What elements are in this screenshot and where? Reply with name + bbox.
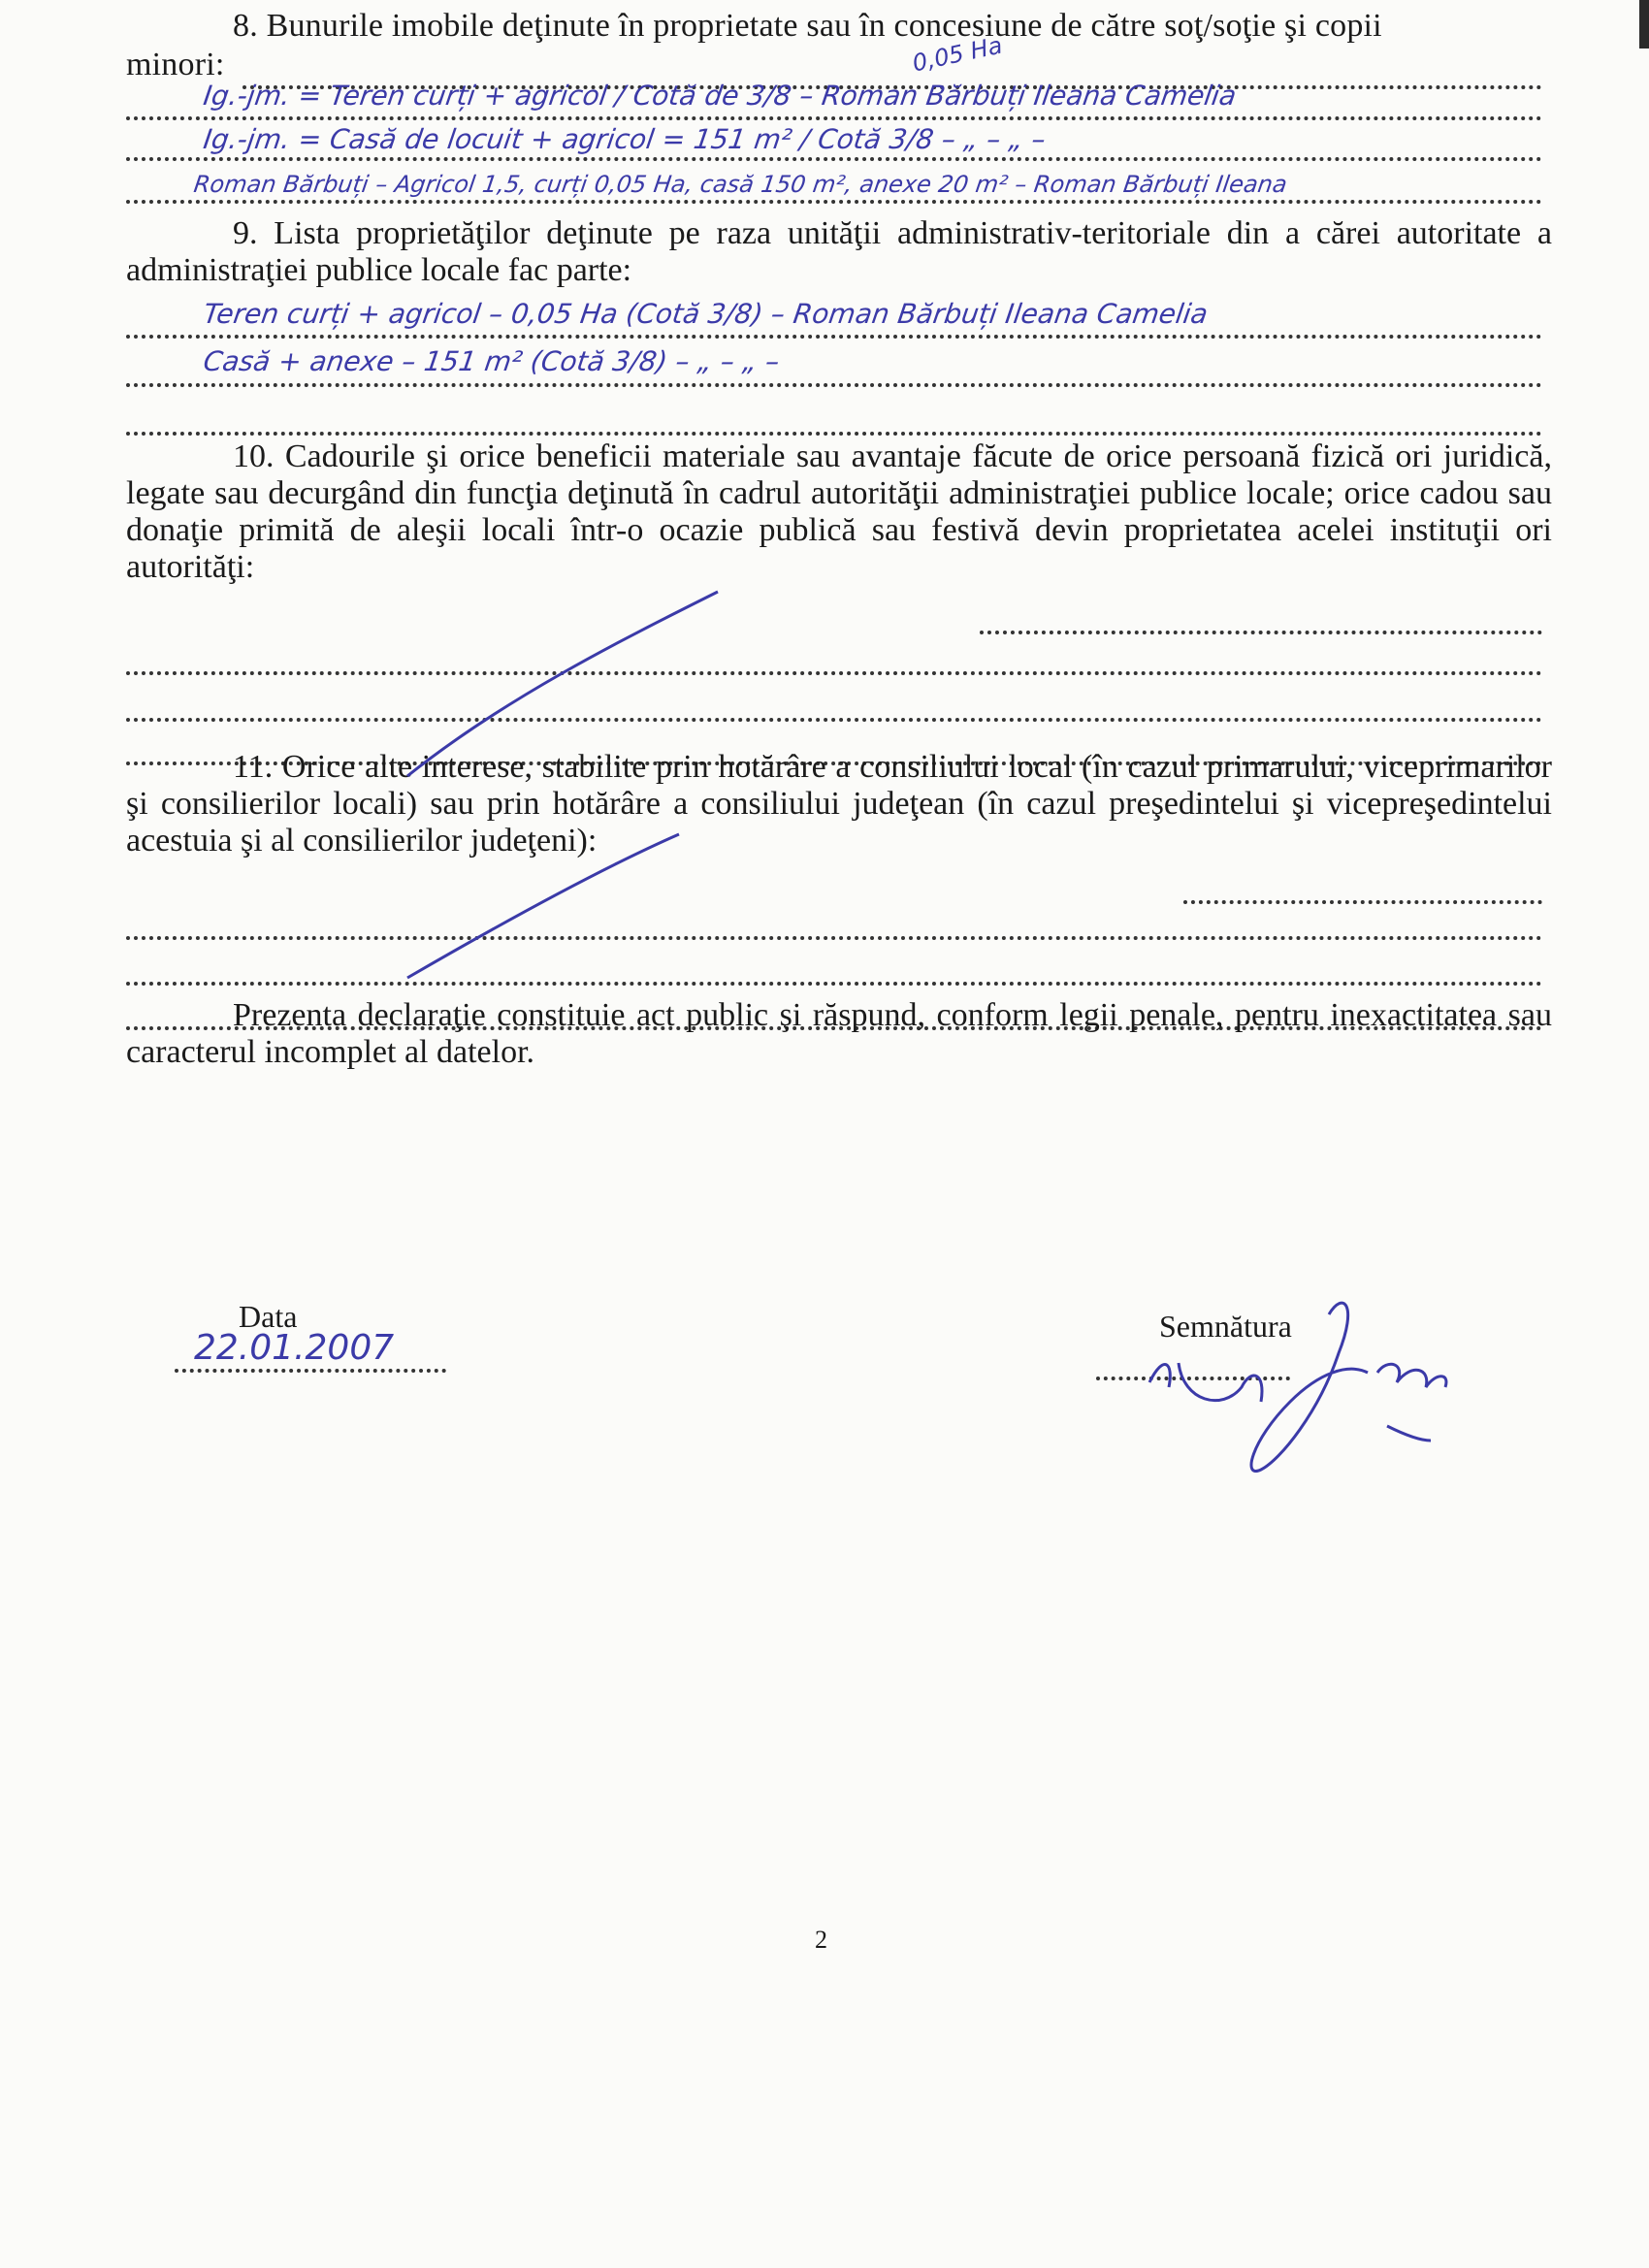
signature-block [1096,1295,1465,1489]
handwritten-entry-s8-3: Roman Bărbuți – Agricol 1,5, curți 0,05 Ha, casă 150 m², anexe 20 m² – Roman Bărbuți Ileana [192,171,1289,198]
date-label: Data [239,1299,298,1334]
date-value: 22.01.2007 [194,1328,395,1368]
handwritten-entry-s9-1: Teren curți + agricol – 0,05 Ha (Cotă 3/8) – Roman Bărbuți Ileana Camelia [201,298,1211,330]
handwritten-entry-s8-1: Ig.-jm. = Teren curți + agricol / Cotă de 3/8 – Roman Bărbuți Ileana Camelia [201,80,1239,112]
handwritten-area-note: 0,05 Ha [910,31,1005,78]
handwritten-entry-s8-2: Ig.-jm. = Casă de locuit + agricol = 151 m² / Cotă 3/8 – „ – „ – [201,123,1049,155]
section-8-heading: 8. Bunurile imobile deţinute în proprietate sau în concesiune de către soţ/soţie şi copii [233,8,1382,44]
closing-statement [126,997,1552,1071]
section-10-paragraph: 10. Cadourile şi orice beneficii materiale sau avantaje făcute de orice persoană fizică ori juridică, legate sau decurgând din funcţia deţinută în cadrul autorităţii administraţiei publice locale; orice cadou sau donaţie primită de aleşii locali într-o ocazie publică sau festivă devin proprietatea acelei instituţii ori autorităţi: [126,438,1552,585]
section-8-minors-label: minori: [126,47,225,82]
signature-label: Semnătura [1159,1309,1292,1344]
date-dotted-line [175,1369,446,1373]
strike-line-section-10 [407,592,718,776]
closing-paragraph: Prezenta declaraţie constituie act public şi răspund, conform legii penale, pentru inexactitatea sau caracterul incomplet al datelor. [126,997,1552,1070]
strike-line-section-11 [407,834,679,978]
section-9-paragraph: 9. Lista proprietăţilor deţinute pe raza unităţii administrativ-teritoriale din a cărei autoritate a administraţiei publice locale fac parte: [126,215,1552,288]
handwritten-entry-s9-2: Casă + anexe – 151 m² (Cotă 3/8) – „ – „ – [201,345,782,377]
section-11-paragraph: 11. Orice alte interese, stabilite prin hotărâre a consiliului local (în cazul primarului, viceprimarilor şi consilierilor locali) sau prin hotărâre a consiliului judeţean (în cazul preşedintelui şi vicepreşedintelui acestuia şi al consilierilor judeţeni): [126,749,1552,859]
handwritten-signature [1096,1295,1465,1489]
page-number: 2 [815,1926,827,1954]
